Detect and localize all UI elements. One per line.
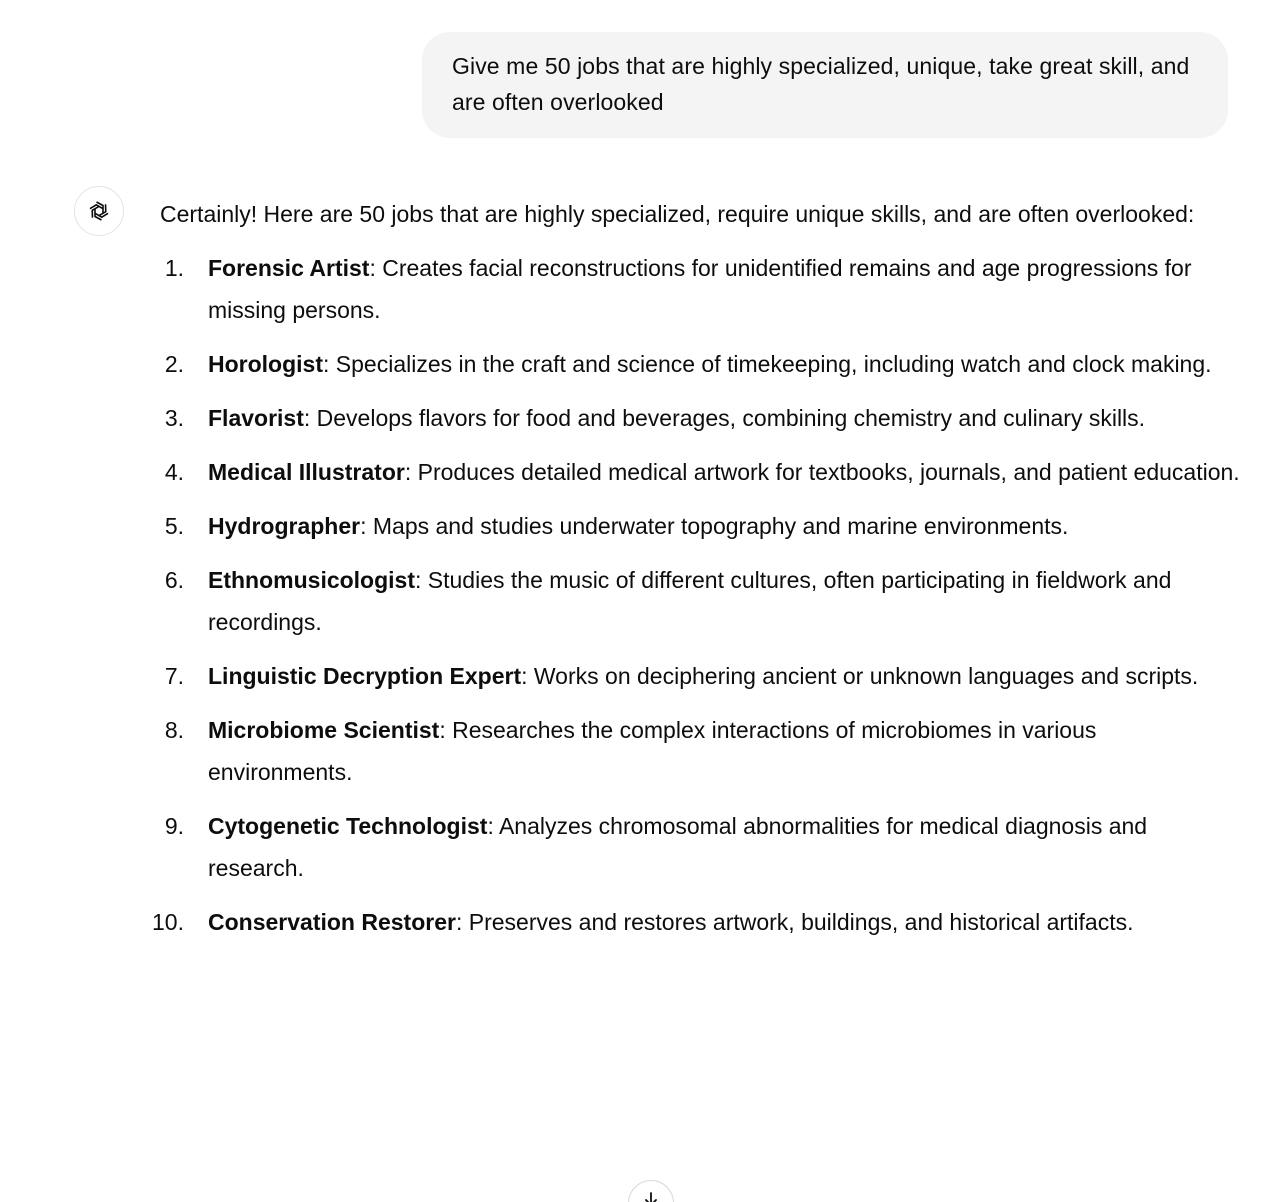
job-description: : Maps and studies underwater topography and marine environments. bbox=[360, 513, 1069, 539]
item-number: 5. bbox=[164, 513, 184, 539]
job-title: Cytogenetic Technologist bbox=[208, 813, 488, 839]
job-description: : Researches the complex interactions of microbiomes in various environments. bbox=[208, 717, 1097, 785]
job-description: : Specializes in the craft and science of timekeeping, including watch and clock making. bbox=[323, 351, 1212, 377]
item-number: 9. bbox=[164, 813, 184, 839]
assistant-message bbox=[152, 193, 1240, 955]
item-number: 3. bbox=[164, 405, 184, 431]
job-description: : Studies the music of different cultures, often participating in fieldwork and recordings. bbox=[208, 567, 1172, 635]
job-title: Flavorist bbox=[208, 405, 304, 431]
scroll-to-bottom-button[interactable] bbox=[628, 1180, 674, 1202]
job-title: Hydrographer bbox=[208, 513, 361, 539]
item-number: 10. bbox=[152, 909, 184, 935]
list-item bbox=[160, 247, 1240, 331]
list-item bbox=[160, 709, 1240, 793]
list-item bbox=[160, 343, 1240, 385]
item-number: 1. bbox=[164, 255, 184, 281]
openai-logo-icon bbox=[85, 197, 113, 225]
job-title: Forensic Artist bbox=[208, 255, 370, 281]
job-description: : Analyzes chromosomal abnormalities for medical diagnosis and research. bbox=[208, 813, 1148, 881]
job-title: Ethnomusicologist bbox=[208, 567, 415, 593]
arrow-down-icon bbox=[643, 1191, 659, 1202]
job-title: Medical Illustrator bbox=[208, 459, 405, 485]
item-number: 6. bbox=[164, 567, 184, 593]
item-number: 2. bbox=[164, 351, 184, 377]
job-description: : Preserves and restores artwork, buildings, and historical artifacts. bbox=[455, 909, 1134, 935]
job-description: : Develops flavors for food and beverages, combining chemistry and culinary skills. bbox=[303, 405, 1146, 431]
list-item bbox=[160, 505, 1240, 547]
jobs-list bbox=[152, 247, 1240, 943]
list-item bbox=[160, 805, 1240, 889]
list-item bbox=[160, 559, 1240, 643]
user-message-row bbox=[422, 32, 1228, 138]
item-number: 7. bbox=[164, 663, 184, 689]
job-title: Conservation Restorer bbox=[208, 909, 456, 935]
job-title: Horologist bbox=[208, 351, 323, 377]
job-description: : Produces detailed medical artwork for textbooks, journals, and patient education. bbox=[404, 459, 1240, 485]
list-item bbox=[152, 901, 1240, 943]
list-item bbox=[160, 451, 1240, 493]
item-number: 4. bbox=[164, 459, 184, 485]
assistant-avatar bbox=[74, 186, 124, 236]
job-description: : Works on deciphering ancient or unknown languages and scripts. bbox=[521, 663, 1199, 689]
item-number: 8. bbox=[164, 717, 184, 743]
assistant-intro: Certainly! Here are 50 jobs that are highly specialized, require unique skills, and are often overlooked: bbox=[160, 201, 1195, 227]
job-title: Linguistic Decryption Expert bbox=[208, 663, 522, 689]
job-title: Microbiome Scientist bbox=[208, 717, 440, 743]
list-item bbox=[160, 655, 1240, 697]
list-item bbox=[160, 397, 1240, 439]
job-description: : Creates facial reconstructions for unidentified remains and age progressions for missing persons. bbox=[208, 255, 1192, 323]
user-message-bubble: Give me 50 jobs that are highly specialized, unique, take great skill, and are often overlooked bbox=[422, 32, 1228, 138]
